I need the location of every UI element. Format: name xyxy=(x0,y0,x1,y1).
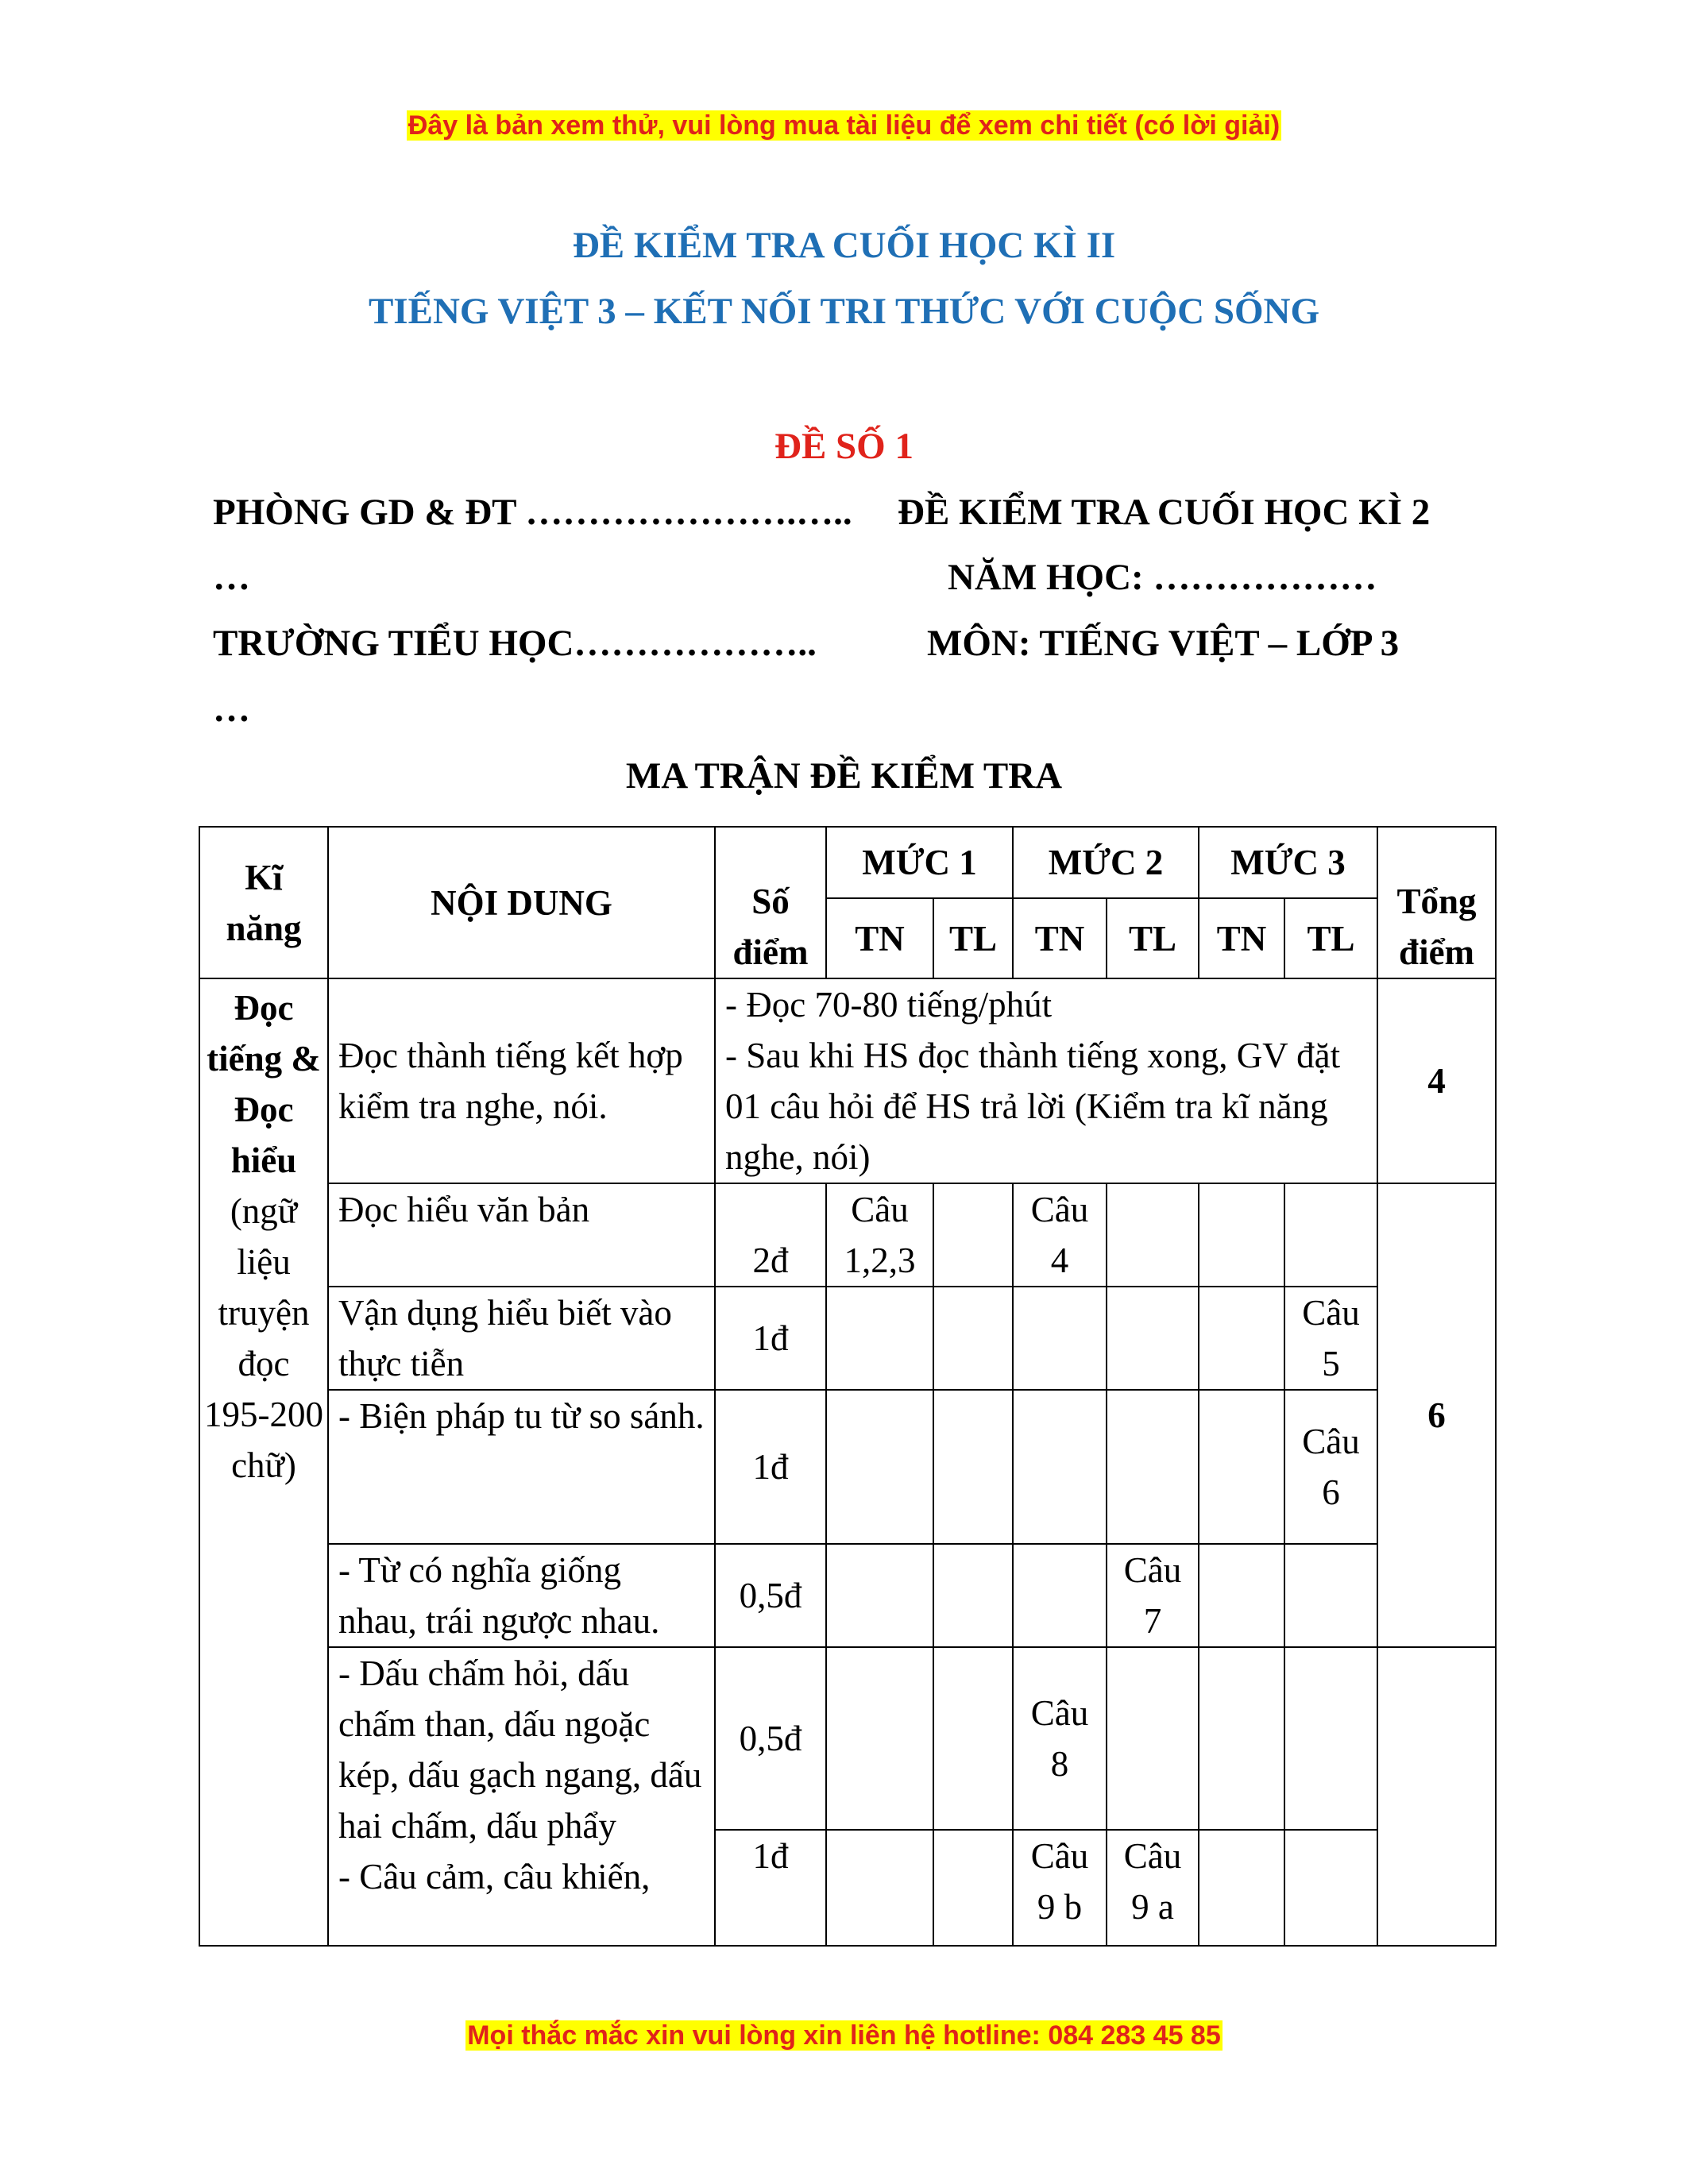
skill-name: Đọc tiếng & Đọc hiểu xyxy=(207,988,321,1180)
row6-total xyxy=(1377,1647,1496,1946)
row5-m2-tl: Câu 7 xyxy=(1107,1544,1199,1647)
row1-desc-line1: - Đọc 70-80 tiếng/phút xyxy=(725,985,1053,1024)
row5-m3-tn xyxy=(1199,1544,1284,1647)
header-content: NỘI DUNG xyxy=(328,827,715,978)
exam-title: ĐỀ KIỂM TRA CUỐI HỌC KÌ II xyxy=(572,225,1116,266)
row2-m3-tl xyxy=(1284,1183,1377,1287)
preview-banner: Đây là bản xem thử, vui lòng mua tài liệu để xem chi tiết (có lời giải) xyxy=(408,110,1280,141)
header-level-3: MỨC 3 xyxy=(1199,827,1377,898)
row7-m2-tl: Câu 9 a xyxy=(1107,1830,1199,1946)
row4-m1-tn xyxy=(826,1390,933,1544)
row2-m2-tl xyxy=(1107,1183,1199,1287)
matrix-title: MA TRẬN ĐỀ KIỂM TRA xyxy=(625,755,1063,797)
row6-m3-tl xyxy=(1284,1647,1377,1830)
subject-line: MÔN: TIẾNG VIỆT – LỚP 3 xyxy=(927,623,1400,664)
row6-content xyxy=(328,1647,715,1946)
row3-m2-tl xyxy=(1107,1287,1199,1390)
row2-m1-tn: Câu 1,2,3 xyxy=(826,1183,933,1287)
department-line-continued: … xyxy=(213,557,250,598)
row2-content: Đọc hiểu văn bản xyxy=(328,1183,715,1287)
row5-content: - Từ có nghĩa giống nhau, trái ngược nhau. xyxy=(328,1544,715,1647)
row6-score: 0,5đ xyxy=(715,1647,826,1830)
school-year-line: NĂM HỌC: ……………… xyxy=(948,557,1377,598)
row4-m3-tn xyxy=(1199,1390,1284,1544)
row3-m3-tn xyxy=(1199,1287,1284,1390)
row1-description xyxy=(715,978,1377,1183)
row2-m2-tn: Câu 4 xyxy=(1013,1183,1107,1287)
row4-m3-tl: Câu 6 xyxy=(1284,1390,1377,1544)
row6-m3-tn xyxy=(1199,1647,1284,1830)
row4-m2-tn xyxy=(1013,1390,1107,1544)
row6-content-line1: - Dấu chấm hỏi, dấu chấm than, dấu ngoặc kép, dấu gạch ngang, dấu hai chấm, dấu phẩy xyxy=(338,1653,702,1846)
group-total: 6 xyxy=(1377,1183,1496,1647)
row7-score: 1đ xyxy=(715,1830,826,1946)
row1-total: 4 xyxy=(1377,978,1496,1183)
row7-m3-tn xyxy=(1199,1830,1284,1946)
exam-subtitle: TIẾNG VIỆT 3 – KẾT NỐI TRI THỨC VỚI CUỘC SỐNG xyxy=(368,291,1320,332)
exam-type-line: ĐỀ KIỂM TRA CUỐI HỌC KÌ 2 xyxy=(898,492,1431,533)
row3-m1-tn xyxy=(826,1287,933,1390)
header-level-2: MỨC 2 xyxy=(1013,827,1199,898)
row5-score: 0,5đ xyxy=(715,1544,826,1647)
row5-m3-tl xyxy=(1284,1544,1377,1647)
header-total: Tổng điểm xyxy=(1377,827,1496,978)
department-line: PHÒNG GD & ĐT ………………….….. xyxy=(213,492,852,533)
row3-m3-tl: Câu 5 xyxy=(1284,1287,1377,1390)
row6-content-line2: - Câu cảm, câu khiến, xyxy=(338,1857,651,1897)
skill-cell xyxy=(199,978,328,1946)
row6-m2-tn: Câu 8 xyxy=(1013,1647,1107,1830)
row2-m3-tn xyxy=(1199,1183,1284,1287)
row6-m1-tn xyxy=(826,1647,933,1830)
row5-m1-tl xyxy=(933,1544,1013,1647)
row7-m3-tl xyxy=(1284,1830,1377,1946)
row1-content: Đọc thành tiếng kết hợp kiểm tra nghe, nói. xyxy=(328,978,715,1183)
row3-score: 1đ xyxy=(715,1287,826,1390)
header-level-1-tl: TL xyxy=(933,898,1013,978)
row3-m1-tl xyxy=(933,1287,1013,1390)
row4-content: - Biện pháp tu từ so sánh. xyxy=(328,1390,715,1544)
row3-m2-tn xyxy=(1013,1287,1107,1390)
header-level-3-tl: TL xyxy=(1284,898,1377,978)
row7-m1-tn xyxy=(826,1830,933,1946)
school-line-continued: … xyxy=(213,689,250,730)
row5-m2-tn xyxy=(1013,1544,1107,1647)
row7-m1-tl xyxy=(933,1830,1013,1946)
header-level-1: MỨC 1 xyxy=(826,827,1013,898)
exam-number: ĐỀ SỐ 1 xyxy=(774,426,914,467)
row4-m1-tl xyxy=(933,1390,1013,1544)
row1-desc-line2: - Sau khi HS đọc thành tiếng xong, GV đặt 01 câu hỏi để HS trả lời (Kiểm tra kĩ năng nghe, nói) xyxy=(725,1036,1341,1177)
row7-m2-tn: Câu 9 b xyxy=(1013,1830,1107,1946)
skill-note: (ngữ liệu truyện đọc 195-200 chữ) xyxy=(204,1191,323,1485)
header-level-3-tn: TN xyxy=(1199,898,1284,978)
row6-m1-tl xyxy=(933,1647,1013,1830)
hotline-banner: Mọi thắc mắc xin vui lòng xin liên hệ hotline: 084 283 45 85 xyxy=(467,2020,1221,2051)
row6-m2-tl xyxy=(1107,1647,1199,1830)
row3-content: Vận dụng hiểu biết vào thực tiễn xyxy=(328,1287,715,1390)
row2-m1-tl xyxy=(933,1183,1013,1287)
row5-m1-tn xyxy=(826,1544,933,1647)
row2-score: 2đ xyxy=(715,1183,826,1287)
header-level-1-tn: TN xyxy=(826,898,933,978)
header-level-2-tl: TL xyxy=(1107,898,1199,978)
header-level-2-tn: TN xyxy=(1013,898,1107,978)
school-line: TRƯỜNG TIỂU HỌC……………….. xyxy=(213,623,817,664)
row4-m2-tl xyxy=(1107,1390,1199,1544)
header-skill: Kĩ năng xyxy=(199,827,328,978)
header-score: Số điểm xyxy=(715,827,826,978)
exam-matrix-table xyxy=(199,826,1497,1947)
row4-score: 1đ xyxy=(715,1390,826,1544)
